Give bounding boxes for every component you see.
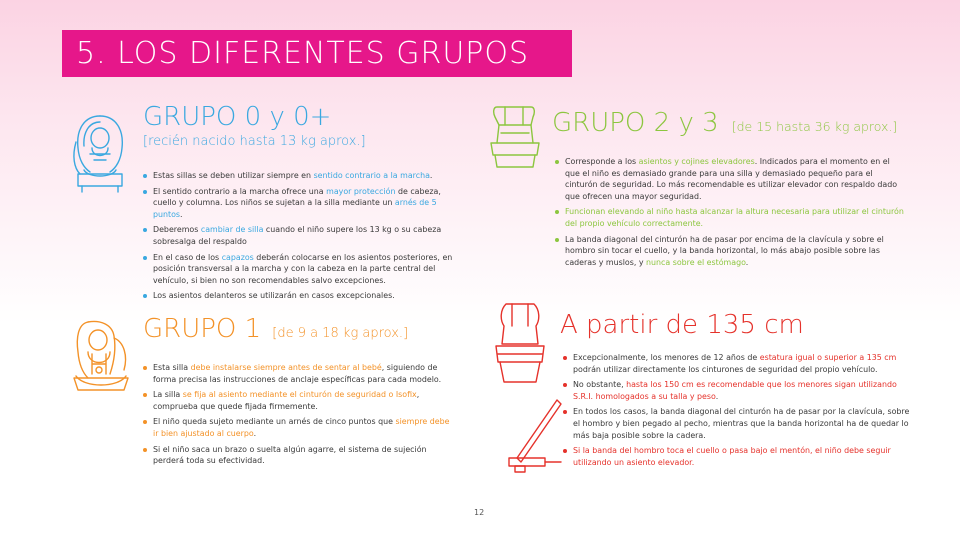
list-item: Si el niño saca un brazo o suelta algún agarre, el sistema de sujeción perderá toda su efectividad. — [143, 444, 453, 467]
list-item: El niño queda sujeto mediante un arnés de cinco puntos que siempre debe ir bien ajustado al cuerpo. — [143, 416, 453, 439]
page-title: 5. LOS DIFERENTES GRUPOS — [76, 36, 530, 71]
list-item: No obstante, hasta los 150 cm es recomendable que los menores sigan utilizando S.R.I. homologados a su talla y peso. — [563, 379, 913, 402]
seat-belt-icon — [505, 396, 565, 476]
group135-section — [560, 312, 910, 338]
group135-list — [563, 352, 913, 472]
group23-list — [555, 156, 905, 272]
list-item: Excepcionalmente, los menores de 12 años de estatura igual o superior a 135 cm podrán utilizar directamente los cinturones de seguridad del propio vehículo. — [563, 352, 913, 375]
booster-backrest-icon — [492, 300, 550, 392]
infant-carrier-icon — [70, 112, 130, 194]
group0-list — [143, 170, 453, 306]
group23-section — [552, 110, 932, 136]
group0-title: GRUPO 0 y 0+ — [143, 102, 332, 132]
booster-seat-icon — [487, 103, 543, 173]
list-item: La banda diagonal del cinturón ha de pasar por encima de la clavícula y sobre el hombro sin tocar el cuello, y la banda horizontal, lo más abajo posible sobre las caderas y muslos, y nunca sobre el estómago. — [555, 234, 905, 269]
group135-title: A partir de 135 cm — [560, 310, 804, 340]
group23-title: GRUPO 2 y 3 — [552, 108, 719, 138]
list-item: En el caso de los capazos deberán colocarse en los asientos posteriores, en posición transversal a la marcha y con la cabeza en la parte central del vehículo, si bien no son recomendables salvo excepciones. — [143, 252, 453, 287]
group1-subtitle: [de 9 a 18 kg aprox.] — [272, 326, 409, 341]
list-item: Los asientos delanteros se utilizarán en casos excepcionales. — [143, 290, 453, 302]
list-item: Estas sillas se deben utilizar siempre en sentido contrario a la marcha. — [143, 170, 453, 182]
group23-subtitle: [de 15 hasta 36 kg aprox.] — [731, 119, 898, 134]
group1-title: GRUPO 1 — [143, 314, 262, 344]
child-seat-icon — [66, 318, 136, 394]
list-item: Esta silla debe instalarse siempre antes de sentar al bebé, siguiendo de forma precisa las instrucciones de anclaje específicas para cada modelo. — [143, 362, 453, 385]
group1-section — [143, 316, 453, 342]
list-item: La silla se fija al asiento mediante el cinturón de seguridad o Isofix, comprueba que quede fijada firmemente. — [143, 389, 453, 412]
list-item: Funcionan elevando al niño hasta alcanzar la altura necesaria para utilizar el cinturón del propio vehículo correctamente. — [555, 206, 905, 229]
list-item: Corresponde a los asientos y cojines elevadores. Indicados para el momento en el que el niño es demasiado grande para una silla y demasiado pequeño para el cinturón de seguridad. Lo más recomendable es utilizar elevador con respaldo dado que ofrecen una mayor seguridad. — [555, 156, 905, 202]
page-number: 12 — [474, 508, 485, 517]
list-item: Deberemos cambiar de silla cuando el niño supere los 13 kg o su cabeza sobresalga del respaldo — [143, 224, 453, 247]
list-item: Si la banda del hombro toca el cuello o pasa bajo el mentón, el niño debe seguir utilizando un asiento elevador. — [563, 445, 913, 468]
list-item: El sentido contrario a la marcha ofrece una mayor protección de cabeza, cuello y columna. Los niños se sujetan a la silla mediante un arnés de 5 puntos. — [143, 186, 453, 221]
group0-subtitle: [recién nacido hasta 13 kg aprox.] — [143, 134, 366, 149]
list-item: En todos los casos, la banda diagonal del cinturón ha de pasar por la clavícula, sobre el hombro y bien pegado al pecho, mientras que la banda horizontal ha de quedar lo más baja posible sobre la cadera. — [563, 406, 913, 441]
group1-list — [143, 362, 453, 471]
group0-section — [143, 104, 451, 149]
